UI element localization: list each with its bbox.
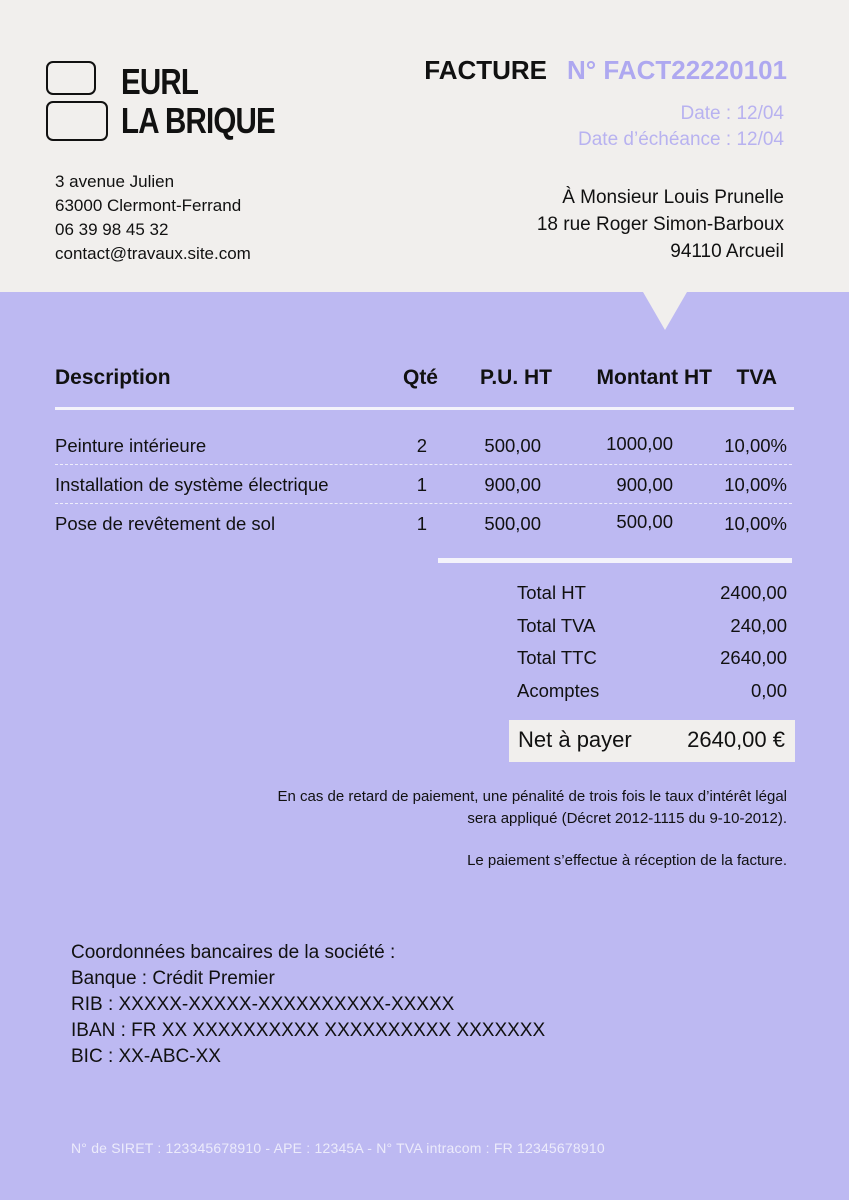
client-name: À Monsieur Louis Prunelle xyxy=(562,187,784,208)
row-unit-price: 500,00 xyxy=(484,435,541,456)
row-vat: 10,00% xyxy=(724,435,787,456)
row-qty: 2 xyxy=(416,435,427,456)
row-vat: 10,00% xyxy=(724,513,787,534)
invoice-date: Date : 12/04 xyxy=(680,103,784,124)
invoice-label: FACTURE xyxy=(424,55,548,85)
table-row xyxy=(55,504,792,543)
total-ttc-value: 2640,00 xyxy=(720,647,787,669)
company-address xyxy=(55,170,251,266)
company-city: 63000 Clermont-Ferrand xyxy=(55,196,242,215)
net-to-pay-value: 2640,00 € xyxy=(687,727,785,752)
deposit-label: Acomptes xyxy=(517,680,600,702)
invoice-dates xyxy=(578,101,784,153)
bank-title: Coordonnées bancaires de la société : xyxy=(71,942,396,963)
total-tva-value: 240,00 xyxy=(730,614,787,636)
header-description: Description xyxy=(55,366,171,389)
total-ht-value: 2400,00 xyxy=(720,582,787,603)
net-to-pay-label: Net à payer xyxy=(518,727,632,752)
header-vat: TVA xyxy=(736,366,777,389)
logo-icon xyxy=(46,61,108,141)
total-ttc-label: Total TTC xyxy=(517,647,597,669)
row-description: Installation de système électrique xyxy=(55,474,329,495)
total-ht-row xyxy=(517,580,787,613)
total-ht-label: Total HT xyxy=(517,582,586,603)
client-address xyxy=(537,184,784,265)
header-amount: Montant HT xyxy=(596,366,712,389)
bank-bic: BIC : XX-ABC-XX xyxy=(71,1046,221,1067)
row-amount: 500,00 xyxy=(616,511,673,532)
header-notch xyxy=(643,292,687,330)
totals-divider xyxy=(438,558,792,563)
row-unit-price: 900,00 xyxy=(484,474,541,495)
total-ttc-row xyxy=(517,645,787,678)
company-street: 3 avenue Julien xyxy=(55,172,175,191)
client-city: 94110 Arcueil xyxy=(670,241,784,262)
table-header-divider xyxy=(55,407,794,410)
bank-rib: RIB : XXXXX-XXXXX-XXXXXXXXXX-XXXXX xyxy=(71,994,455,1015)
late-payment-notice xyxy=(278,786,787,830)
penalty-line-2: sera appliqué (Décret 2012-1115 du 9-10-2012). xyxy=(467,810,787,827)
table-row xyxy=(55,426,792,465)
client-street: 18 rue Roger Simon-Barboux xyxy=(536,214,784,235)
company-logo-name: EURL LA BRIQUE xyxy=(121,61,275,141)
deposit-value: 0,00 xyxy=(750,680,787,702)
company-email: contact@travaux.site.com xyxy=(55,244,251,263)
invoice-due-date: Date d’échéance : 12/04 xyxy=(578,129,784,150)
bank-name: Banque : Crédit Premier xyxy=(71,968,275,989)
total-tva-row xyxy=(517,613,787,646)
table-row xyxy=(55,465,792,504)
penalty-line-1: En cas de retard de paiement, une pénalité de trois fois le taux d’intérêt légal xyxy=(277,788,787,805)
invoice-title xyxy=(424,55,787,86)
row-amount: 1000,00 xyxy=(606,433,673,454)
row-qty: 1 xyxy=(416,474,427,495)
payment-terms: Le paiement s’effectue à réception de la facture. xyxy=(467,852,787,869)
net-to-pay-box xyxy=(509,720,795,762)
totals-block xyxy=(517,580,787,711)
header-unit-price: P.U. HT xyxy=(480,366,552,389)
row-vat: 10,00% xyxy=(724,474,787,495)
row-qty: 1 xyxy=(416,513,427,534)
bank-details xyxy=(71,940,545,1070)
total-tva-label: Total TVA xyxy=(517,614,596,636)
row-amount: 900,00 xyxy=(616,474,673,495)
invoice-number: N° FACT22220101 xyxy=(567,55,787,85)
company-phone: 06 39 98 45 32 xyxy=(55,220,169,239)
row-description: Pose de revêtement de sol xyxy=(55,513,276,534)
deposit-row xyxy=(517,678,787,711)
bank-iban: IBAN : FR XX XXXXXXXXXX XXXXXXXXXX XXXXXXX xyxy=(71,1020,546,1041)
row-unit-price: 500,00 xyxy=(484,513,541,534)
row-description: Peinture intérieure xyxy=(55,435,207,456)
legal-footer: N° de SIRET : 123345678910 - APE : 12345A - N° TVA intracom : FR 12345678910 xyxy=(71,1140,605,1156)
header-qty: Qté xyxy=(402,366,438,389)
